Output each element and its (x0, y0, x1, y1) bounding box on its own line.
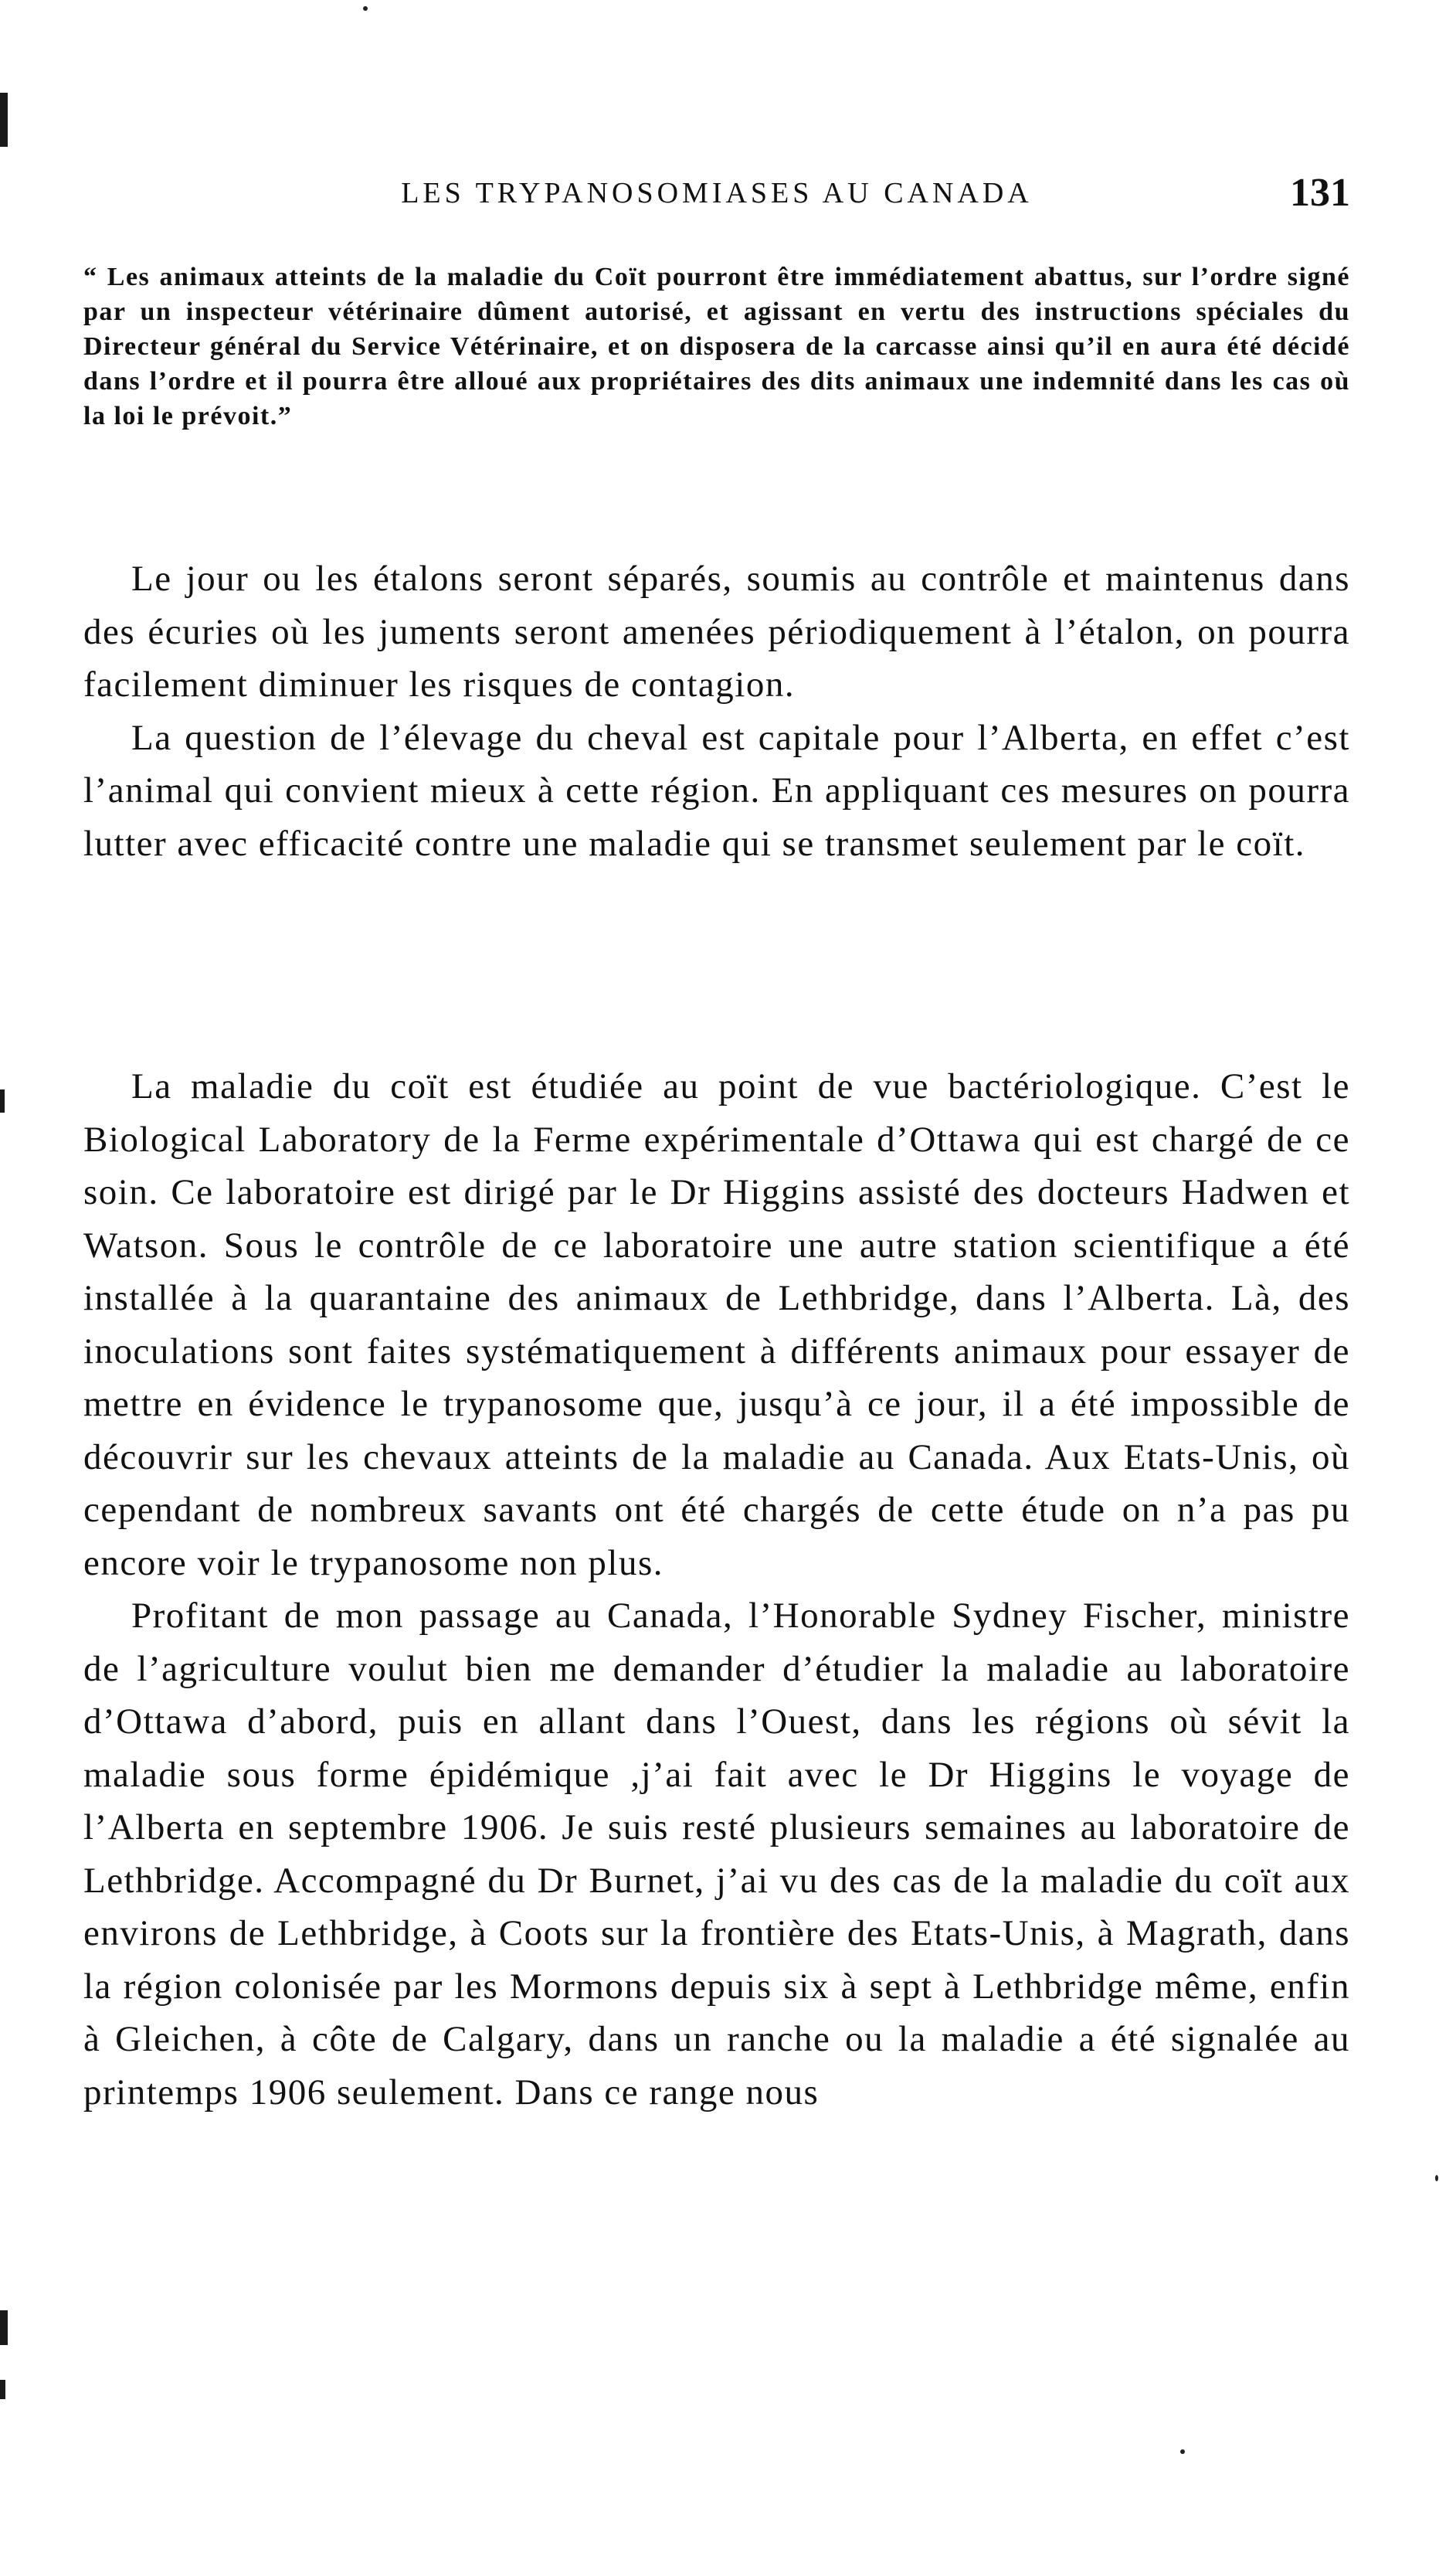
paragraph: Profitant de mon passage au Canada, l’Honorable Sydney Fischer, ministre de l’agriculture voulut bien me demander d’étudier la maladie au laboratoire d’Ottawa d’abord, puis en allant dans l’Ouest, dans les régions où sévit la maladie sous forme épidémique ,j’ai fait avec le Dr Higgins le voyage de l’Alberta en septembre 1906. Je suis resté plusieurs semaines au laboratoire de Lethbridge. Accompagné du Dr Burnet, j’ai vu des cas de la maladie du coït aux environs de Lethbridge, à Coots sur la frontière des Etats-Unis, à Magrath, dans la région colonisée par les Mormons depuis six à sept à Lethbridge même, enfin à Gleichen, à côte de Calgary, dans un ranche ou la maladie a été signalée au printemps 1906 seulement. Dans ce range nous (83, 1596, 1350, 2112)
page-number: 131 (1290, 171, 1350, 215)
scan-speck (1180, 2449, 1185, 2454)
scan-speck (1435, 2175, 1438, 2181)
text-section-2 (83, 1060, 1350, 2119)
text-section-1 (83, 552, 1350, 870)
running-title: LES TRYPANOSOMIASES AU CANADA (401, 177, 1033, 209)
paragraph: Le jour ou les étalons seront séparés, soumis au contrôle et maintenus dans des écuries où les juments seront amenées périodiquement à l’étalon, on pourra facilement diminuer les risques de contagion. (83, 559, 1350, 705)
scan-edge-mark (0, 93, 8, 147)
scan-speck (363, 6, 368, 11)
quoted-regulation: “ Les animaux atteints de la maladie du Coït pourront être immédiatement abattus, sur l’ordre signé par un inspecteur vétérinaire dûment autorisé, et agissant en vertu des instructions spéciales du Directeur général du Service Vétérinaire, et on disposera de la carcasse ainsi qu’il en aura été décidé dans l’ordre et il pourra être alloué aux propriétaires des dits animaux une indemnité dans les cas où la loi le prévoit.” (83, 263, 1350, 430)
scan-edge-mark (0, 2310, 8, 2345)
page-header (83, 171, 1350, 223)
paragraph: La question de l’élevage du cheval est capitale pour l’Alberta, en effet c’est l’animal qui convient mieux à cette région. En appliquant ces mesures on pourra lutter avec efficacité contre une maladie qui se transmet seulement par le coït. (83, 717, 1350, 864)
scan-edge-mark (0, 1089, 5, 1113)
scan-edge-mark (0, 2380, 5, 2399)
paragraph: La maladie du coït est étudiée au point de vue bactériologique. C’est le Biological Laboratory de la Ferme expérimentale d’Ottawa qui est chargé de ce soin. Ce laboratoire est dirigé par le Dr Higgins assisté des docteurs Hadwen et Watson. Sous le contrôle de ce laboratoire une autre station scientifique a été installée à la quarantaine des animaux de Lethbridge, dans l’Alberta. Là, des inoculations sont faites systématiquement à différents animaux pour essayer de mettre en évidence le trypanosome que, jusqu’à ce jour, il a été impossible de découvrir sur les chevaux atteints de la maladie au Canada. Aux Etats-Unis, où cependant de nombreux savants ont été chargés de cette étude on n’a pas pu encore voir le trypanosome non plus. (83, 1066, 1350, 1583)
